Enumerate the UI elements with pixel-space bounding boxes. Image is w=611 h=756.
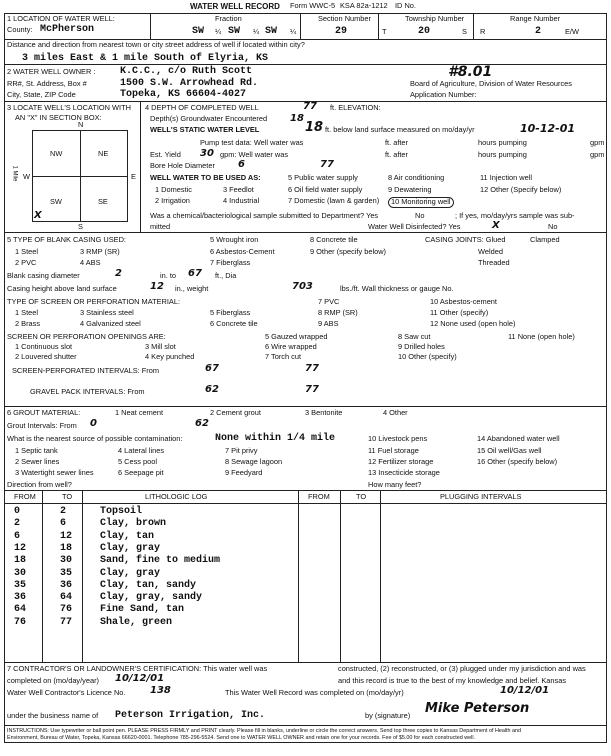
log-description: Clay, gray: [100, 567, 161, 579]
use-10: 10 Monitoring well: [388, 197, 454, 208]
county: McPherson: [40, 24, 95, 35]
cert-line-1b: constructed, (2) reconstructed, or (3) plugged under my jurisdiction and was: [338, 664, 586, 673]
q2: SW: [228, 26, 241, 37]
ksa: KSA 82a-1212: [340, 1, 388, 10]
screen-11: 11 Other (specify): [430, 308, 489, 317]
height: 12: [150, 281, 164, 292]
yield-label: Est. Yield: [150, 150, 181, 159]
clamped: Clamped: [530, 235, 560, 244]
log-to-header-2: TO: [356, 492, 367, 501]
address-label: RR#, St. Address, Box #: [7, 79, 87, 88]
src-7: 7 Pit privy: [225, 446, 258, 455]
box-nw: NW: [50, 149, 63, 158]
s3-label: 3 LOCATE WELL'S LOCATION WITH: [7, 103, 131, 112]
disinfect: Water Well Disinfected? Yes: [368, 222, 461, 231]
grout-1: 1 Neat cement: [115, 408, 164, 417]
box-e: E: [131, 172, 136, 181]
casing-6: 6 Asbestos-Cement: [210, 247, 275, 256]
opening-9: 9 Drilled holes: [398, 342, 445, 351]
casing-2: 2 PVC: [15, 258, 37, 267]
quarter-1: ¼: [215, 27, 222, 36]
direction: Direction from well?: [7, 480, 72, 489]
opening-10: 10 Other (specify): [398, 352, 457, 361]
use-9: 9 Dewatering: [388, 185, 432, 194]
log-description: Clay, gray: [100, 542, 161, 554]
use-label: WELL WATER TO BE USED AS:: [150, 173, 261, 182]
use-4: 4 Industrial: [223, 196, 260, 205]
signature: Mike Peterson: [425, 701, 530, 716]
pump-test: Pump test data: Well water was: [200, 138, 304, 147]
screen-9: 9 ABS: [318, 319, 339, 328]
casing-joints: CASING JOINTS: Glued: [425, 235, 506, 244]
ew: E/W: [565, 27, 579, 36]
gpm-1: gpm: [590, 138, 605, 147]
src-15: 15 Oil well/Gas well: [477, 446, 542, 455]
grout-2: 2 Cement grout: [210, 408, 261, 417]
log-from-header-2: FROM: [308, 492, 330, 501]
opening-3: 3 Mill slot: [145, 342, 176, 351]
static-level: 18: [305, 120, 324, 135]
box-sw: SW: [50, 197, 62, 206]
src-11: 11 Fuel storage: [368, 446, 419, 455]
src-4: 4 Lateral lines: [118, 446, 165, 455]
grout-4: 4 Other: [383, 408, 408, 417]
fraction-label: Fraction: [215, 14, 242, 23]
src-13: 13 Insecticide storage: [368, 468, 440, 477]
disinfect-no: No: [548, 222, 558, 231]
hours-2: hours pumping: [478, 150, 527, 159]
log-from: 35: [14, 579, 27, 591]
log-from: 30: [14, 567, 27, 579]
business-name: Peterson Irrigation, Inc.: [115, 710, 266, 721]
height-label: Casing height above land surface: [7, 284, 117, 293]
static-date: 10-12-01: [520, 122, 576, 135]
log-to: 77: [60, 616, 73, 628]
log-from: 0: [14, 506, 21, 517]
s5-label: 5 TYPE OF BLANK CASING USED:: [7, 235, 126, 244]
screen-7: 7 PVC: [318, 297, 340, 306]
quarter-3: ¼: [290, 27, 297, 36]
use-6: 6 Oil field water supply: [288, 185, 363, 194]
grout-from: 0: [90, 418, 97, 429]
log-description: Clay, tan, sandy: [100, 579, 197, 591]
log-to: 64: [60, 592, 73, 604]
location-x: X: [34, 210, 42, 221]
plug-header: PLUGGING INTERVALS: [440, 492, 522, 501]
opening-1: 1 Continuous slot: [15, 342, 73, 351]
screen-label: TYPE OF SCREEN OR PERFORATION MATERIAL:: [7, 297, 181, 306]
log-to: 2: [60, 506, 67, 517]
welded: Welded: [478, 247, 503, 256]
log-to: 35: [60, 567, 73, 579]
log-to: 6: [60, 518, 67, 530]
use-11: 11 Injection well: [480, 173, 533, 182]
cert-line-2: completed on (mo/day/year): [7, 676, 100, 685]
cert-line-2b: and this record is true to the best of my knowledge and belief. Kansas: [338, 676, 567, 685]
casing-8: 8 Concrete tile: [310, 235, 358, 244]
q1: SW: [192, 26, 205, 37]
box-w: W: [23, 172, 30, 181]
city: Topeka, KS 66604-4027: [120, 89, 247, 100]
s4-label: 4 DEPTH OF COMPLETED WELL: [145, 103, 259, 112]
disinfect-x: X: [492, 220, 500, 231]
license: 138: [150, 685, 171, 696]
screen-6: 6 Concrete tile: [210, 319, 258, 328]
s3-label-2: AN "X" IN SECTION BOX:: [15, 113, 102, 122]
t-letter: T: [382, 27, 387, 36]
range-label: Range Number: [510, 14, 561, 23]
county-label: County:: [7, 25, 33, 34]
hours-1: hours pumping: [478, 138, 527, 147]
log-description: Fine Sand, tan: [100, 604, 185, 616]
bore: 6: [238, 159, 245, 170]
src-12: 12 Fertilizer storage: [368, 457, 434, 466]
log-description: Clay, brown: [100, 518, 167, 530]
src-2: 2 Sewer lines: [15, 457, 60, 466]
application-number: Application Number:: [410, 90, 477, 99]
casing-7: 7 Fiberglass: [210, 258, 251, 267]
log-from-header: FROM: [14, 492, 36, 501]
log-from: 64: [14, 604, 27, 616]
instructions-1: INSTRUCTIONS: Use typewriter or ball point pen. PLEASE PRESS FIRMLY and PRINT clearly. Please fill in blanks, underline or circle the correct answers. Send top three copies to Kansas Department of Health and: [7, 728, 522, 734]
log-description: Topsoil: [100, 506, 143, 517]
distance: 3 miles East & 1 mile South of Elyria, KS: [22, 53, 269, 64]
owner: K.C.C., c/o Ruth Scott: [120, 66, 253, 77]
form-title: WATER WELL RECORD: [190, 2, 280, 11]
opening-8: 8 Saw cut: [398, 332, 431, 341]
weight-label: in., weight: [175, 284, 209, 293]
box-n: N: [78, 120, 84, 129]
weight: 703: [292, 281, 313, 292]
cert-line-3: Water Well Contractor's Licence No.: [7, 688, 126, 697]
after-1: ft. after: [385, 138, 409, 147]
log-from: 6: [14, 530, 21, 542]
log-description: Clay, gray, sandy: [100, 592, 203, 604]
opening-4: 4 Key punched: [145, 352, 195, 361]
log-from: 36: [14, 592, 27, 604]
screen-5: 5 Fiberglass: [210, 308, 251, 317]
cert-line-3b: This Water Well Record was completed on (mo/day/yr): [225, 688, 404, 697]
static-tail: ft. below land surface measured on mo/day/yr: [325, 125, 475, 134]
screen-1: 1 Steel: [15, 308, 39, 317]
src-16: 16 Other (specify below): [477, 457, 558, 466]
address: 1500 S.W. Arrowhead Rd.: [120, 78, 259, 89]
q3: SW: [265, 26, 278, 37]
opening-7: 7 Torch cut: [265, 352, 302, 361]
blank-diam-label: Blank casing diameter: [7, 271, 80, 280]
r-letter: R: [480, 27, 486, 36]
screen-8: 8 RMP (SR): [318, 308, 358, 317]
sp-label: SCREEN-PERFORATED INTERVALS: From: [12, 366, 160, 375]
src-8: 8 Sewage lagoon: [225, 457, 283, 466]
opening-6: 6 Wire wrapped: [265, 342, 317, 351]
use-12: 12 Other (Specify below): [480, 185, 562, 194]
grout-intervals: Grout Intervals: From: [7, 421, 77, 430]
src-5: 5 Cess pool: [118, 457, 158, 466]
contam-label: What is the nearest source of possible contamination:: [7, 434, 183, 443]
cert-line-4: under the business name of: [7, 711, 99, 720]
board: Board of Agriculture, Division of Water Resources: [410, 79, 572, 88]
gw-depth: 18: [290, 113, 304, 124]
distance-label: Distance and direction from nearest town or city street address of well if located within city?: [7, 40, 305, 49]
use-1: 1 Domestic: [155, 185, 192, 194]
gw-label: Depth(s) Groundwater Encountered: [150, 114, 268, 123]
s1-label: 1 LOCATION OF WATER WELL:: [7, 14, 115, 23]
sp-to: 77: [305, 363, 319, 374]
screen-4: 4 Galvanized steel: [80, 319, 141, 328]
handwritten-note: #8.01: [448, 64, 493, 80]
log-description: Sand, fine to medium: [100, 555, 221, 567]
signature-label: by (signature): [365, 711, 411, 720]
screen-10: 10 Asbestos-cement: [430, 297, 497, 306]
threaded: Threaded: [478, 258, 510, 267]
screen-12: 12 None used (open hole): [430, 319, 516, 328]
mitted: mitted: [150, 222, 171, 231]
log-from: 76: [14, 616, 27, 628]
lbs-label: lbs./ft. Wall thickness or gauge No.: [340, 284, 454, 293]
blank-ft-dia: ft., Dia: [215, 271, 237, 280]
bore-label: Bore Hole Diameter: [150, 161, 215, 170]
chem-question: Was a chemical/bacteriological sample submitted to Department? Yes: [150, 211, 379, 220]
gp-from: 62: [205, 384, 219, 395]
id-no: ID No.: [395, 1, 416, 10]
blank-in-to: in. to: [160, 271, 177, 280]
openings-label: SCREEN OR PERFORATION OPENINGS ARE:: [7, 332, 166, 341]
use-7: 7 Domestic (lawn & garden): [288, 196, 380, 205]
yield: 30: [200, 148, 214, 159]
opening-2: 2 Louvered shutter: [15, 352, 77, 361]
cert-date: 10/12/01: [115, 673, 165, 684]
log-from: 2: [14, 518, 21, 530]
gp-to: 77: [305, 384, 319, 395]
src-10: 10 Livestock pens: [368, 434, 428, 443]
log-to: 36: [60, 579, 73, 591]
yield-tail: gpm: Well water was: [220, 150, 289, 159]
cert-date-2: 10/12/01: [500, 685, 550, 696]
s6-label: 6 GROUT MATERIAL:: [7, 408, 81, 417]
log-litho-header: LITHOLOGIC LOG: [145, 492, 208, 501]
how-many-feet: How many feet?: [368, 480, 422, 489]
log-from: 18: [14, 555, 27, 567]
opening-5: 5 Gauzed wrapped: [265, 332, 328, 341]
s-letter: S: [462, 27, 467, 36]
casing-5: 5 Wrought iron: [210, 235, 259, 244]
elevation: ft. ELEVATION:: [330, 103, 381, 112]
bore-to: 77: [320, 159, 334, 170]
city-label: City, State, ZIP Code: [7, 90, 76, 99]
log-to: 12: [60, 530, 73, 542]
gpm-2: gpm: [590, 150, 605, 159]
township-label: Township Number: [405, 14, 465, 23]
src-14: 14 Abandoned water well: [477, 434, 560, 443]
blank-diam: 2: [115, 268, 122, 279]
section-label: Section Number: [318, 14, 371, 23]
box-s: S: [78, 222, 83, 231]
depth: 77: [303, 101, 317, 112]
use-5: 5 Public water supply: [288, 173, 358, 182]
blank-to: 67: [188, 268, 202, 279]
gp-label: GRAVEL PACK INTERVALS: From: [30, 387, 145, 396]
grout-3: 3 Bentonite: [305, 408, 343, 417]
src-9: 9 Feedyard: [225, 468, 263, 477]
form-number: Form WWC-5: [290, 1, 336, 10]
log-to: 30: [60, 555, 73, 567]
src-3: 3 Watertight sewer lines: [15, 468, 94, 477]
log-to: 76: [60, 604, 73, 616]
casing-3: 3 RMP (SR): [80, 247, 120, 256]
use-8: 8 Air conditioning: [388, 173, 445, 182]
screen-2: 2 Brass: [15, 319, 41, 328]
log-to: 18: [60, 542, 73, 554]
casing-4: 4 ABS: [80, 258, 101, 267]
box-se: SE: [98, 197, 108, 206]
contam-value: None within 1/4 mile: [215, 433, 336, 444]
after-2: ft. after: [385, 150, 409, 159]
opening-11: 11 None (open hole): [508, 332, 575, 341]
range: 2: [535, 26, 542, 37]
casing-9: 9 Other (specify below): [310, 247, 386, 256]
section-number: 29: [335, 26, 348, 37]
use-3: 3 Feedlot: [223, 185, 254, 194]
cert-line-1: 7 CONTRACTOR'S OR LANDOWNER'S CERTIFICATION: This water well was: [7, 664, 268, 673]
s2-label: 2 WATER WELL OWNER :: [7, 67, 96, 76]
sp-from: 67: [205, 363, 219, 374]
box-ne: NE: [98, 149, 109, 158]
township: 20: [418, 26, 431, 37]
log-to-header: TO: [62, 492, 73, 501]
instructions-2: Environment, Bureau of Water, Topeka, Kansas 66620-0001. Telephone 785-296-5524. Send one to WATER WELL OWNER and retain one for your records. Fee of $5.00 for each constructed well.: [7, 735, 476, 741]
log-description: Clay, tan: [100, 530, 155, 542]
log-from: 12: [14, 542, 27, 554]
chem-tail: ; If yes, mo/day/yrs sample was sub-: [455, 211, 575, 220]
quarter-2: ¼: [253, 27, 260, 36]
casing-1: 1 Steel: [15, 247, 39, 256]
chem-no: No: [415, 211, 425, 220]
log-description: Shale, green: [100, 616, 173, 628]
static-label: WELL'S STATIC WATER LEVEL: [150, 125, 260, 134]
src-6: 6 Seepage pit: [118, 468, 164, 477]
src-1: 1 Septic tank: [15, 446, 58, 455]
mile-label: 1 Mile: [11, 165, 18, 182]
use-2: 2 Irrigation: [155, 196, 190, 205]
screen-3: 3 Stainless steel: [80, 308, 134, 317]
grout-to: 62: [195, 418, 209, 429]
